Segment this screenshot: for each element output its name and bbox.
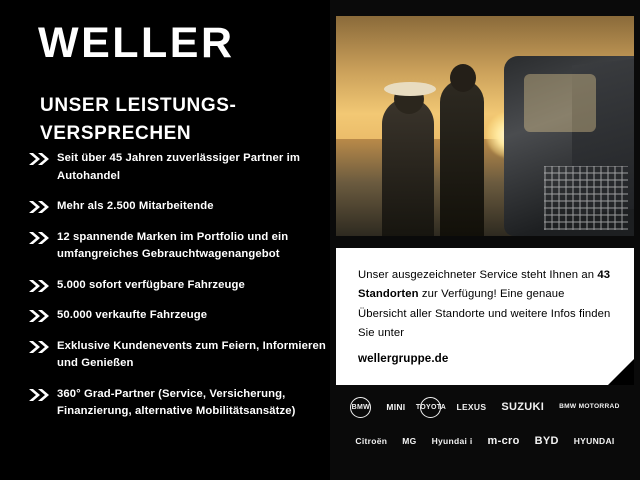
- toyota-logo: TOYOTA: [420, 397, 441, 418]
- byd-logo: BYD: [534, 435, 559, 447]
- list-item-label: 12 spannende Marken im Portfolio und ein umfangreiches Gebrauchtwagenangebot: [57, 230, 289, 260]
- list-item-label: 5.000 sofort verfügbare Fahrzeuge: [57, 278, 245, 291]
- list-item: [28, 198, 328, 216]
- right-media-panel: [330, 0, 640, 480]
- page-title-line-2: VERSPRECHEN: [40, 122, 192, 144]
- callout-part-1: Unser ausgezeichneter Service steht Ihnen an: [358, 269, 598, 281]
- photo-person-right: [440, 80, 484, 236]
- chevron-right-double-icon: [28, 309, 50, 323]
- citroen-logo: Citroën: [355, 436, 388, 446]
- chevron-right-double-icon: [28, 231, 50, 245]
- weller-logo: WELLER: [38, 19, 235, 67]
- list-item-label: 360° Grad-Partner (Service, Versicherung, Finanzierung, alternative Mobilitätsansätze): [57, 387, 296, 417]
- suzuki-logo: SUZUKI: [501, 401, 545, 413]
- bmw-logo: BMW: [350, 397, 371, 418]
- halftone-pattern: [544, 166, 628, 230]
- callout-corner-notch: [608, 359, 634, 385]
- hyundai-i-logo: Hyundai i: [431, 436, 473, 446]
- list-item: [28, 277, 328, 295]
- mg-logo: MG: [402, 436, 417, 446]
- chevron-right-double-icon: [28, 340, 50, 354]
- chevron-right-double-icon: [28, 200, 50, 214]
- micro-logo: m-cro: [487, 435, 520, 447]
- callout-highlight: 43 Standorten: [358, 269, 611, 301]
- brand-logo-row-2: [336, 424, 634, 458]
- hero-photo: [336, 16, 634, 236]
- list-item-label: 50.000 verkaufte Fahrzeuge: [57, 309, 208, 321]
- photo-person-right-head: [450, 64, 476, 92]
- lexus-logo: LEXUS: [456, 402, 487, 412]
- list-item: [28, 386, 328, 421]
- photo-person-left-hat: [384, 82, 436, 96]
- hyundai-logo: HYUNDAI: [573, 436, 615, 446]
- brand-logo-row-1: [336, 390, 634, 424]
- bmw-motorrad-logo: BMW MOTORRAD: [559, 403, 620, 411]
- list-item-label: Seit über 45 Jahren zuverlässiger Partner im Autohandel: [57, 152, 300, 182]
- chevron-right-double-icon: [28, 388, 50, 402]
- website-link[interactable]: wellergruppe.de: [358, 351, 449, 365]
- service-callout: [336, 248, 634, 385]
- list-item-label: Mehr als 2.500 Mitarbeitende: [57, 200, 214, 212]
- list-item: [28, 229, 328, 264]
- photo-car-window: [524, 74, 596, 132]
- mini-logo: MINI: [386, 402, 406, 412]
- photo-person-left: [382, 98, 434, 236]
- service-callout-text: [358, 266, 616, 369]
- page-title-line-1: UNSER LEISTUNGS-: [40, 95, 237, 116]
- brand-logo-strip: [336, 390, 634, 460]
- callout-part-2: zur Verfügung! Eine genaue Übersicht aller Standorte und weitere Infos finden Sie unter: [358, 288, 611, 340]
- chevron-right-double-icon: [28, 152, 50, 166]
- list-item-label: Exklusive Kundenevents zum Feiern, Informieren und Genießen: [57, 339, 326, 369]
- list-item: [28, 338, 328, 373]
- list-item: [28, 307, 328, 325]
- chevron-right-double-icon: [28, 279, 50, 293]
- list-item: [28, 150, 328, 185]
- benefits-list: [28, 150, 328, 434]
- page-title: [40, 92, 320, 147]
